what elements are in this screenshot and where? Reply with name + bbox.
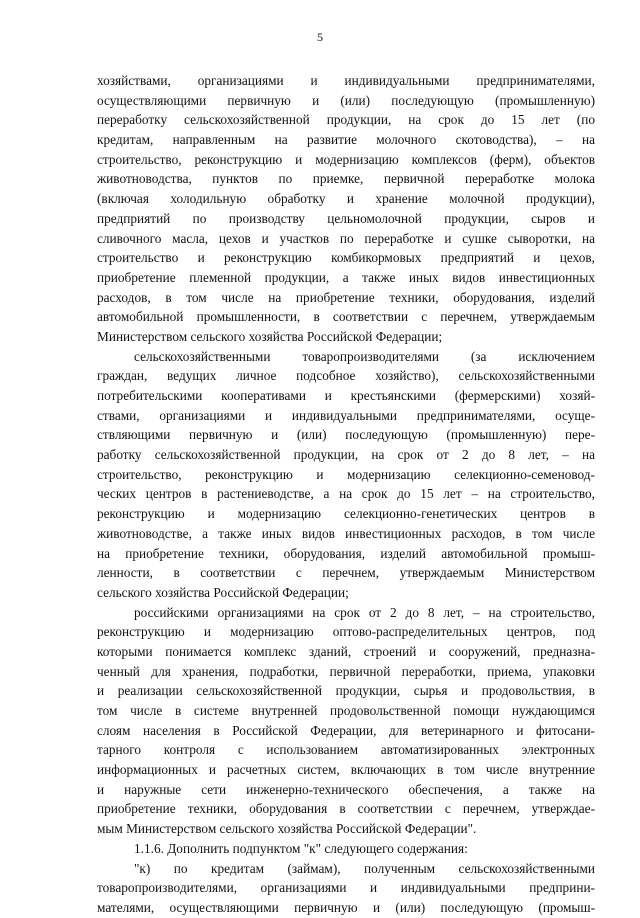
page-number: 5	[317, 30, 323, 44]
text-line: расходов, в том числе на приобретение техники, оборудования, изделий	[97, 289, 595, 305]
text-line: ческих центров в растениеводстве, а на срок до 15 лет – на строительство,	[97, 486, 595, 502]
text-line: ствляющими первичную и (или) последующую (промышленную) пере-	[97, 427, 595, 443]
document-body	[97, 71, 595, 918]
text-line: работку сельскохозяйственной продукции, на срок от 2 до 8 лет, – на	[97, 447, 595, 463]
text-line: граждан, ведущих личное подсобное хозяйство), сельскохозяйственными	[97, 368, 595, 384]
text-line: мателями, осуществляющими первичную и (или) последующую (промыш-	[97, 899, 595, 915]
text-line: хозяйствами, организациями и индивидуальными предпринимателями,	[97, 73, 595, 88]
text-line: переработку сельскохозяйственной продукции, на срок до 15 лет (по	[97, 112, 595, 128]
text-line: слоям населения в Российской Федерации, для ветеринарного и фитосани-	[97, 722, 595, 738]
text-line: строительство, реконструкцию и модернизацию селекционно-семеновод-	[97, 466, 595, 482]
text-line: на приобретение техники, оборудования, изделий автомобильной промыш-	[97, 545, 595, 561]
text-line: реконструкцию и модернизацию оптово-распределительных центров, под	[97, 624, 595, 640]
text-line: осуществляющими первичную и (или) последующую (промышленную)	[97, 92, 595, 108]
text-line: предприятий по производству цельномолочной продукции, сыров и	[97, 210, 595, 226]
text-line: товаропроизводителями, организациями и индивидуальными предприни-	[97, 880, 595, 896]
text-line: и наружные сети инженерно-технического обеспечения, а также на	[97, 781, 595, 797]
text-line: животноводства, пунктов по приемке, первичной переработке молока	[97, 171, 595, 187]
text-line: 1.1.6. Дополнить подпунктом "к" следующего содержания:	[134, 840, 468, 856]
text-line: которыми понимается комплекс зданий, строений и сооружений, предназна-	[97, 643, 595, 659]
text-line: мым Министерством сельского хозяйства Российской Федерации".	[97, 821, 477, 837]
text-line: ствами, организациями и индивидуальными предпринимателями, осуще-	[97, 407, 595, 423]
text-line: потребительскими кооперативами и крестьянскими (фермерскими) хозяй-	[97, 388, 595, 403]
text-line: животноводстве, а также иных видов инвестиционных расходов, в том числе	[97, 525, 595, 541]
text-line: сельского хозяйства Российской Федерации;	[97, 584, 349, 600]
text-line: строительство, реконструкцию и модернизацию комплексов (ферм), объектов	[97, 151, 595, 167]
text-line: российскими организациями на срок от 2 до 8 лет, – на строительство,	[134, 604, 595, 620]
text-line: сливочного масла, цехов и участков по переработке и сушке сыворотки, на	[97, 230, 595, 246]
text-line: сельскохозяйственными товаропроизводителями (за исключением	[134, 348, 595, 364]
text-line: "к) по кредитам (займам), полученным сельскохозяйственными	[134, 860, 595, 876]
text-line: информационных и расчетных систем, включающих в том числе внутренние	[97, 762, 595, 778]
text-line: и реализации сельскохозяйственной продукции, сырья и продовольствия, в	[97, 683, 595, 699]
text-line: приобретение племенной продукции, а также иных видов инвестиционных	[97, 269, 595, 285]
text-line: автомобильной промышленности, в соответствии с перечнем, утверждаемым	[97, 309, 595, 325]
text-line: том числе в системе внутренней продовольственной помощи нуждающимся	[97, 703, 595, 718]
text-line: ленности, в соответствии с перечнем, утверждаемым Министерством	[97, 565, 595, 581]
text-line: Министерством сельского хозяйства Российской Федерации;	[97, 328, 443, 344]
text-line: реконструкцию и модернизацию селекционно-генетических центров в	[97, 506, 595, 522]
text-line: ченный для хранения, подработки, первичной переработки, приема, упаковки	[97, 663, 595, 679]
text-line: приобретение техники, оборудования в соответствии с перечнем, утверждае-	[97, 801, 595, 817]
text-line: (включая холодильную обработку и хранение молочной продукции),	[97, 191, 595, 207]
text-line: строительство и реконструкцию комбикормовых предприятий и цехов,	[97, 250, 595, 266]
text-line: кредитам, направленным на развитие молочного скотоводства), – на	[97, 132, 595, 148]
text-line: тарного контроля с использованием автоматизированных электронных	[97, 742, 595, 758]
